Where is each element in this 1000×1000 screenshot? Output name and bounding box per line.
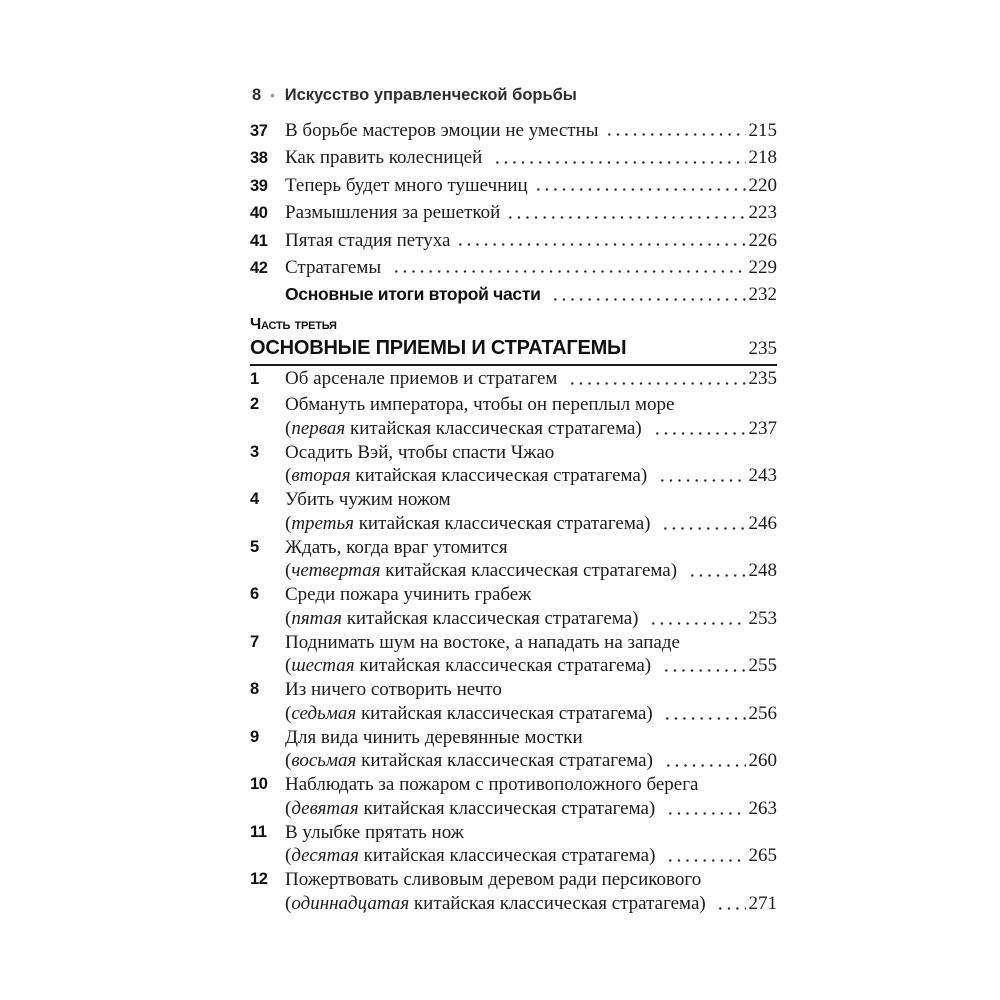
dot-leader bbox=[663, 717, 745, 720]
entry-subtitle bbox=[285, 702, 657, 726]
toc-entry bbox=[250, 254, 777, 281]
paren-open: ( bbox=[285, 892, 292, 914]
entry-number: 5 bbox=[250, 537, 259, 556]
entry-page-number: 237 bbox=[748, 417, 777, 439]
entry-subtitle-line bbox=[285, 607, 777, 631]
entry-title-line bbox=[285, 773, 777, 797]
entry-page-number: 246 bbox=[748, 512, 777, 534]
entry-number: 42 bbox=[250, 258, 268, 277]
entry-page-number: 232 bbox=[748, 284, 777, 306]
entry-text-block bbox=[285, 631, 777, 679]
paren-open: ( bbox=[285, 607, 292, 629]
toc-entry bbox=[250, 227, 777, 254]
paren-open: ( bbox=[285, 465, 292, 487]
toc-entry bbox=[250, 726, 777, 774]
entry-page-number: 253 bbox=[748, 607, 777, 629]
bullet-icon: • bbox=[270, 88, 275, 103]
stratagem-ordinal: четвертая bbox=[291, 560, 381, 582]
entry-page-number: 243 bbox=[748, 465, 777, 487]
entry-subtitle-line bbox=[285, 844, 777, 868]
dot-leader bbox=[666, 859, 745, 862]
entry-text-block bbox=[285, 488, 777, 536]
stratagem-ordinal: восьмая bbox=[291, 750, 357, 772]
entry-page-number: 220 bbox=[748, 174, 777, 196]
entry-number: 40 bbox=[250, 204, 268, 223]
toc-entry bbox=[250, 172, 777, 199]
entry-page-number: 256 bbox=[748, 702, 777, 724]
subtitle-rest: китайская классическая стратагема) bbox=[353, 512, 656, 534]
dot-leader bbox=[661, 527, 745, 530]
stratagem-ordinal: десятая bbox=[291, 845, 359, 867]
entry-number: 39 bbox=[250, 176, 268, 195]
entry-subtitle-line bbox=[285, 464, 777, 488]
entry-page-number: 255 bbox=[748, 655, 777, 677]
paren-open: ( bbox=[285, 560, 292, 582]
entry-title: Из ничего сотворить нечто bbox=[285, 679, 502, 700]
entry-title: Поднимать шум на востоке, а нападать на западе bbox=[285, 631, 680, 653]
dot-leader bbox=[456, 243, 745, 246]
subtitle-rest: китайская классическая стратагема) bbox=[409, 892, 711, 914]
stratagem-ordinal: пятая bbox=[291, 607, 342, 629]
entry-subtitle-line bbox=[285, 892, 777, 916]
toc-entry bbox=[250, 868, 777, 916]
dot-leader bbox=[649, 622, 745, 625]
entry-number: 6 bbox=[250, 585, 259, 603]
entry-text-block bbox=[285, 726, 777, 774]
entry-subtitle-line bbox=[285, 702, 777, 726]
entry-title: Пятая стадия петуха bbox=[285, 229, 451, 251]
toc-entry bbox=[250, 631, 777, 679]
entry-subtitle bbox=[285, 512, 655, 536]
entry-subtitle bbox=[285, 464, 652, 488]
dot-leader bbox=[392, 270, 746, 273]
entry-text-block bbox=[285, 773, 777, 821]
entry-title-line bbox=[285, 488, 777, 512]
dot-leader bbox=[551, 298, 745, 301]
toc-entry bbox=[250, 583, 777, 631]
entry-title-line bbox=[285, 821, 777, 845]
entry-page-number: 226 bbox=[748, 229, 777, 251]
entry-title-line bbox=[285, 726, 777, 750]
stratagem-ordinal: одиннадцатая bbox=[291, 892, 410, 914]
stratagem-ordinal: седьмая bbox=[291, 702, 357, 724]
toc-entry bbox=[250, 144, 777, 171]
paren-open: ( bbox=[285, 655, 292, 677]
dot-leader bbox=[688, 574, 746, 577]
dot-leader bbox=[534, 188, 746, 191]
dot-leader bbox=[664, 764, 746, 767]
entry-title-line bbox=[285, 536, 777, 560]
entry-subtitle-line bbox=[285, 749, 777, 773]
toc-entry bbox=[250, 536, 777, 584]
entry-subtitle bbox=[285, 749, 658, 773]
subtitle-rest: китайская классическая стратагема) bbox=[354, 655, 656, 677]
folio-page-number: 8 bbox=[252, 86, 262, 104]
entry-text-block bbox=[285, 868, 777, 916]
paren-open: ( bbox=[285, 702, 292, 724]
entry-subtitle bbox=[285, 797, 660, 821]
stratagem-ordinal: девятая bbox=[291, 797, 359, 819]
toc-entry bbox=[250, 281, 777, 308]
entry-number: 4 bbox=[250, 490, 259, 508]
entry-text-block bbox=[285, 536, 777, 584]
entry-text-block bbox=[285, 583, 777, 631]
entry-title: Как править колесницей bbox=[285, 147, 487, 169]
entry-number: 7 bbox=[250, 632, 259, 651]
toc-part2-list bbox=[250, 117, 777, 309]
entry-title: Основные итоги второй части bbox=[285, 284, 546, 305]
part-page-number: 235 bbox=[748, 338, 777, 359]
entry-number: 2 bbox=[250, 395, 259, 413]
entry-title: Осадить Вэй, чтобы спасти Чжао bbox=[285, 441, 555, 463]
paren-open: ( bbox=[285, 750, 292, 772]
entry-subtitle bbox=[285, 417, 647, 441]
entry-number: 9 bbox=[250, 727, 259, 746]
entry-text-block bbox=[285, 678, 777, 726]
entry-subtitle bbox=[285, 892, 710, 916]
toc-entry bbox=[250, 821, 777, 869]
entry-title: Об арсенале приемов и стратагем bbox=[285, 368, 563, 389]
entry-number: 10 bbox=[250, 775, 268, 793]
entry-title-line bbox=[285, 631, 777, 655]
entry-page-number: 248 bbox=[748, 560, 777, 582]
entry-number: 8 bbox=[250, 680, 259, 698]
entry-page-number: 265 bbox=[748, 845, 777, 867]
subtitle-rest: китайская классическая стратагема) bbox=[350, 465, 652, 487]
stratagem-ordinal: вторая bbox=[291, 465, 351, 487]
toc-entry bbox=[250, 441, 777, 489]
dot-leader bbox=[666, 812, 745, 815]
toc-entry bbox=[250, 117, 777, 144]
entry-subtitle-line bbox=[285, 512, 777, 536]
entry-title: Обмануть императора, чтобы он переплыл море bbox=[285, 394, 675, 415]
dot-leader bbox=[653, 432, 746, 435]
toc-entry bbox=[250, 364, 777, 393]
entry-subtitle bbox=[285, 654, 656, 678]
entry-title: Для вида чинить деревянные мостки bbox=[285, 726, 583, 748]
entry-subtitle bbox=[285, 844, 660, 868]
entry-title: Убить чужим ножом bbox=[285, 489, 451, 510]
entry-page-number: 235 bbox=[748, 368, 777, 389]
entry-subtitle bbox=[285, 559, 682, 583]
toc-part3-list bbox=[250, 364, 777, 916]
entry-title: Теперь будет много тушечниц bbox=[285, 174, 528, 196]
stratagem-ordinal: третья bbox=[291, 512, 354, 534]
entry-page-number: 229 bbox=[748, 256, 777, 278]
part-title: ОСНОВНЫЕ ПРИЕМЫ И СТРАТАГЕМЫ bbox=[250, 337, 627, 359]
entry-title-line bbox=[285, 393, 777, 417]
entry-number: 37 bbox=[250, 122, 268, 140]
dot-leader bbox=[506, 216, 745, 219]
entry-page-number: 260 bbox=[748, 750, 777, 772]
dot-leader bbox=[658, 479, 746, 482]
subtitle-rest: китайская классическая стратагема) bbox=[345, 417, 647, 439]
entry-number: 11 bbox=[250, 822, 267, 841]
entry-text-block bbox=[285, 821, 777, 869]
entry-title: В борьбе мастеров эмоции не уместны bbox=[285, 120, 599, 141]
entry-subtitle bbox=[285, 607, 643, 631]
entry-number: 12 bbox=[250, 870, 268, 888]
part-kicker: Часть третья bbox=[250, 316, 337, 333]
stratagem-ordinal: первая bbox=[291, 417, 346, 439]
entry-number: 3 bbox=[250, 442, 259, 461]
entry-title-line bbox=[285, 441, 777, 465]
paren-open: ( bbox=[285, 845, 292, 867]
entry-text-block bbox=[285, 393, 777, 441]
entry-subtitle-line bbox=[285, 417, 777, 441]
toc-entry bbox=[250, 773, 777, 821]
entry-subtitle-line bbox=[285, 797, 777, 821]
entry-title-line bbox=[285, 868, 777, 892]
dot-leader bbox=[605, 133, 746, 136]
dot-leader bbox=[493, 161, 746, 164]
entry-number: 38 bbox=[250, 149, 268, 168]
subtitle-rest: китайская классическая стратагема) bbox=[380, 560, 682, 582]
entry-title: Пожертвовать сливовым деревом ради персикового bbox=[285, 869, 702, 890]
part3-heading bbox=[250, 316, 777, 366]
stratagem-ordinal: шестая bbox=[291, 655, 355, 677]
toc-entry bbox=[250, 678, 777, 726]
subtitle-rest: китайская классическая стратагема) bbox=[356, 702, 658, 724]
part-title-line bbox=[250, 336, 777, 360]
entry-title: Среди пожара учинить грабеж bbox=[285, 584, 532, 605]
entry-page-number: 271 bbox=[748, 892, 777, 914]
entry-title-line bbox=[285, 678, 777, 702]
toc-entry bbox=[250, 199, 777, 226]
entry-number: 1 bbox=[250, 370, 259, 388]
subtitle-rest: китайская классическая стратагема) bbox=[341, 607, 644, 629]
entry-text-block bbox=[285, 441, 777, 489]
entry-page-number: 223 bbox=[748, 202, 777, 224]
entry-page-number: 263 bbox=[748, 797, 777, 819]
entry-subtitle-line bbox=[285, 559, 777, 583]
entry-page-number: 218 bbox=[748, 147, 777, 169]
entry-page-number: 215 bbox=[748, 120, 777, 141]
entry-title: Размышления за решеткой bbox=[285, 202, 501, 224]
subtitle-rest: китайская классическая стратагема) bbox=[358, 845, 661, 867]
subtitle-rest: китайская классическая стратагема) bbox=[356, 750, 658, 772]
paren-open: ( bbox=[285, 512, 292, 534]
paren-open: ( bbox=[285, 417, 292, 439]
dot-leader bbox=[662, 669, 746, 672]
toc-entry bbox=[250, 488, 777, 536]
book-title: Искусство управленческой борьбы bbox=[284, 86, 577, 104]
subtitle-rest: китайская классическая стратагема) bbox=[358, 797, 661, 819]
entry-title-line bbox=[285, 583, 777, 607]
entry-number: 41 bbox=[250, 231, 268, 250]
entry-title: Наблюдать за пожаром с противоположного берега bbox=[285, 774, 699, 795]
dot-leader bbox=[716, 907, 745, 910]
running-head bbox=[252, 86, 779, 105]
paren-open: ( bbox=[285, 797, 292, 819]
entry-title: Ждать, когда враг утомится bbox=[285, 536, 508, 558]
entry-title: Стратагемы bbox=[285, 256, 386, 278]
dot-leader bbox=[568, 382, 745, 385]
entry-subtitle-line bbox=[285, 654, 777, 678]
toc-entry bbox=[250, 393, 777, 441]
entry-title: В улыбке прятать нож bbox=[285, 821, 464, 843]
